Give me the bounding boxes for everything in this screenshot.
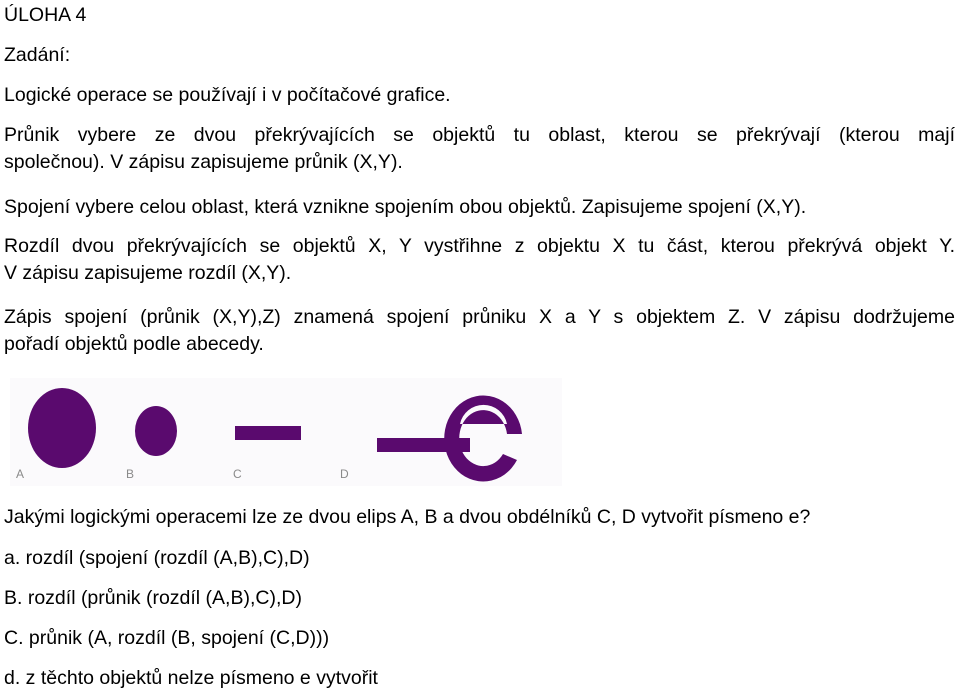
- intro-paragraph: Logické operace se používají i v počítačové grafice.: [4, 84, 451, 106]
- shapes-figure: [10, 378, 562, 486]
- rectangle-c-shape: [235, 426, 301, 440]
- option-c[interactable]: C. průnik (A, rozdíl (B, spojení (C,D))): [4, 627, 330, 649]
- intersection-paragraph-line1: Průnik vybere ze dvou překrývajících se objektů tu oblast, kterou se překrývají (kterou mají: [4, 124, 955, 146]
- label-d: D: [340, 467, 349, 481]
- ellipse-a-shape: [28, 388, 96, 468]
- label-c: C: [233, 467, 242, 481]
- assignment-label: Zadání:: [4, 44, 71, 66]
- label-b: B: [126, 467, 135, 481]
- union-paragraph: Spojení vybere celou oblast, která vznikne spojením obou objektů. Zapisujeme spojení (X,Y).: [4, 196, 807, 218]
- option-d[interactable]: d. z těchto objektů nelze písmeno e vytvořit: [4, 667, 378, 689]
- option-a[interactable]: a. rozdíl (spojení (rozdíl (A,B),C),D): [4, 547, 310, 569]
- notation-paragraph-line2: pořadí objektů podle abecedy.: [4, 333, 264, 355]
- label-a: A: [16, 467, 25, 481]
- notation-paragraph-line1: Zápis spojení (průnik (X,Y),Z) znamená spojení průniku X a Y s objektem Z. V zápisu dodržujeme: [4, 306, 955, 328]
- difference-paragraph-line2: V zápisu zapisujeme rozdíl (X,Y).: [4, 262, 292, 284]
- difference-paragraph-line1: Rozdíl dvou překrývajících se objektů X, Y vystřihne z objektu X tu část, kterou překrývá objekt Y.: [4, 235, 955, 257]
- task-heading: ÚLOHA 4: [4, 4, 87, 26]
- question-text: Jakými logickými operacemi lze ze dvou elips A, B a dvou obdélníků C, D vytvořit písmeno e?: [4, 506, 811, 528]
- option-b[interactable]: B. rozdíl (průnik (rozdíl (A,B),C),D): [4, 587, 302, 609]
- intersection-paragraph-line2: společnou). V zápisu zapisujeme průnik (X,Y).: [4, 151, 403, 173]
- ellipse-b-shape: [135, 406, 177, 456]
